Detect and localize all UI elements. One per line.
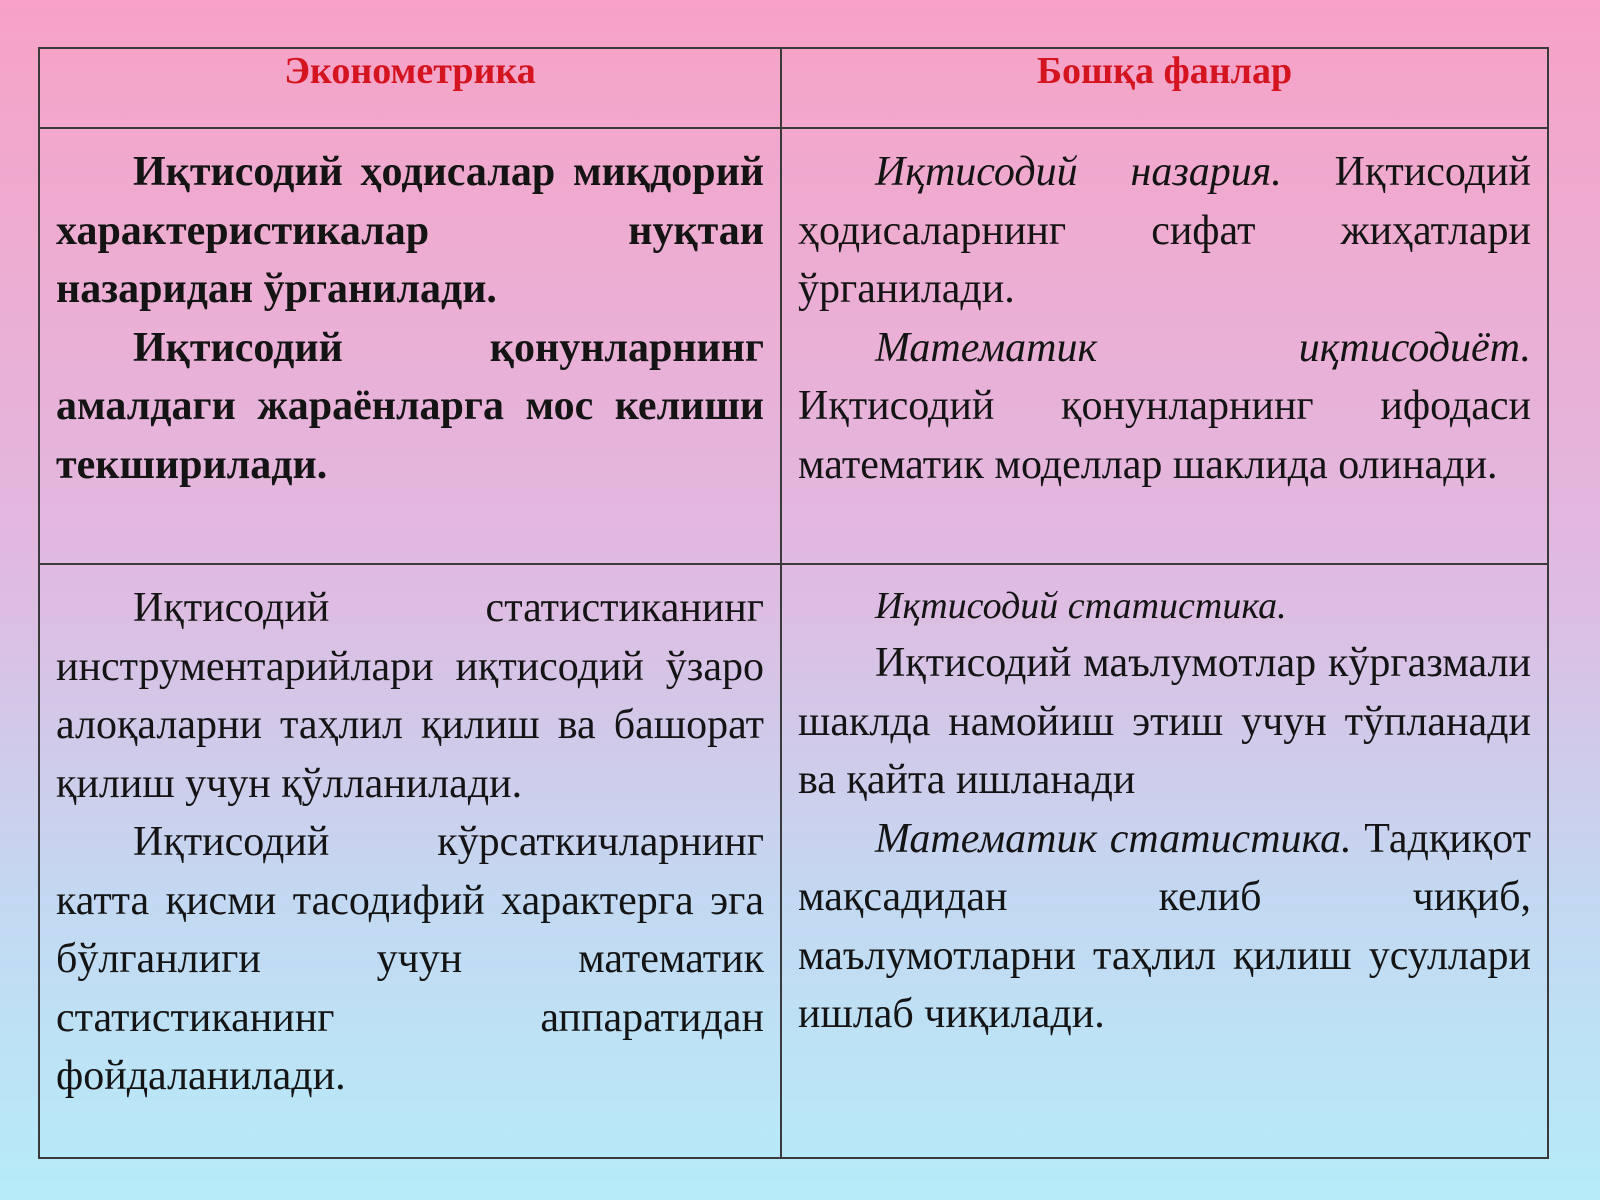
paragraph: Иқтисодий маълумотлар кўргазмали шаклда намойиш этиш учун тўпланади ва қайта ишланади bbox=[798, 640, 1531, 803]
header-row bbox=[39, 48, 1548, 128]
paragraph: Иқтисодий статистиканинг инструментарийлари иқтисодий ўзаро алоқаларни таҳлил қилиш ва башорат қилиш учун қўлланилади. bbox=[56, 585, 764, 807]
comparison-table bbox=[38, 47, 1549, 1159]
table-row bbox=[39, 128, 1548, 564]
other-sciences-cell-1 bbox=[781, 128, 1548, 564]
discipline-description: Иқтисодий қонунларнинг ифодаси математик моделлар шаклида олинади. bbox=[798, 383, 1531, 488]
discipline-name: Иқтисодий статистика. bbox=[875, 585, 1287, 627]
table-row bbox=[39, 564, 1548, 1158]
discipline-name: Иқтисодий назария. bbox=[875, 149, 1282, 195]
econometrics-cell-2 bbox=[39, 564, 781, 1158]
paragraph: Иқтисодий ҳодисалар миқдорий характеристикалар нуқтаи назаридан ўрганилади. bbox=[56, 149, 764, 312]
discipline-name: Математик иқтисодиёт. bbox=[875, 324, 1531, 371]
paragraph: Иқтисодий қонунларнинг амалдаги жараёнларга мос келиши текширилади. bbox=[56, 324, 764, 488]
slide bbox=[38, 47, 1547, 1159]
other-sciences-cell-2 bbox=[781, 564, 1548, 1158]
discipline-description: Иқтисодий ҳодисаларнинг сифат жиҳатлари ўрганилади. bbox=[798, 149, 1532, 312]
header-other-sciences: Бошқа фанлар bbox=[781, 48, 1548, 128]
discipline-description: Тадқиқот мақсадидан келиб чиқиб, маълумотларни таҳлил қилиш усуллари ишлаб чиқилади. bbox=[798, 815, 1531, 1037]
paragraph bbox=[798, 143, 1531, 319]
header-econometrics: Эконометрика bbox=[39, 48, 781, 128]
discipline-name: Математик статистика. bbox=[875, 815, 1352, 862]
econometrics-cell-1 bbox=[39, 128, 781, 564]
paragraph: Иқтисодий кўрсаткичларнинг катта қисми тасодифий характерга эга бўлганлиги учун математик статистиканинг аппаратидан фойдаланилади. bbox=[56, 819, 764, 1099]
paragraph bbox=[798, 319, 1531, 495]
paragraph bbox=[798, 810, 1531, 1044]
